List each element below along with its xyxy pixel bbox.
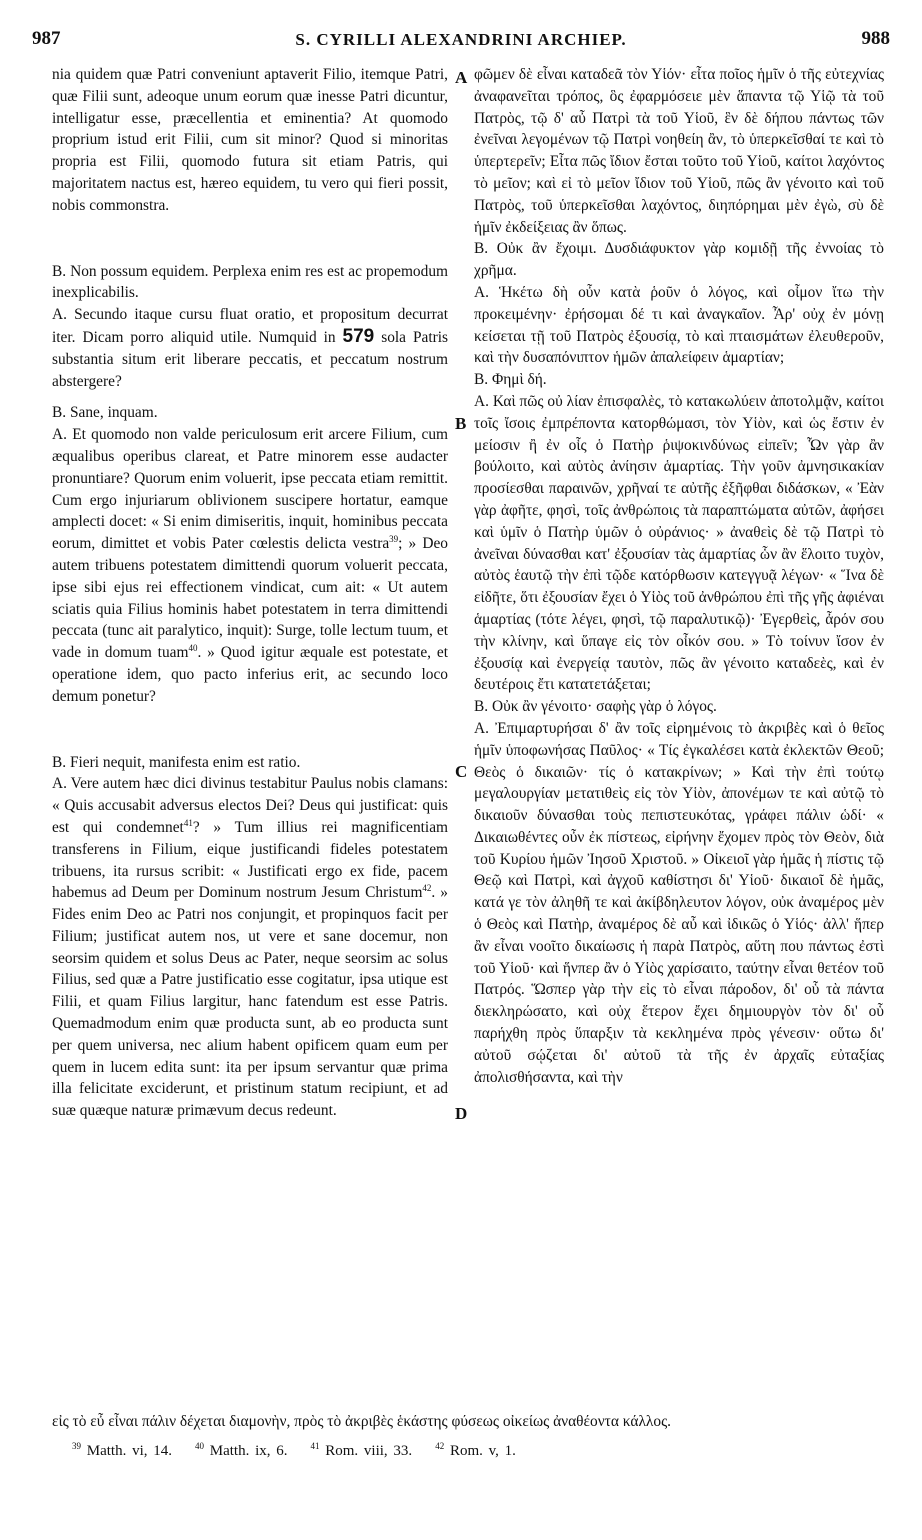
footnote-ref: 40 — [188, 643, 198, 653]
latin-paragraph: nia quidem quæ Patri conveniunt aptaverit Filio, itemque Patri, quæ Filii sunt, adeoque unum eorum quæ inesse Patri dicuntur, intelligatur esse, præcellentia et eminentia? At quomodo proprium istud erit Filii, cum sit minor? Quod si minoritas propria est Filii, quomodo futura sit etiam Patris, qui majoritatem nactus est, hæreo equidem, tu vero qui fieri possit, nobis commonstra. — [52, 66, 448, 214]
greek-paragraph: φῶμεν δὲ εἶναι καταδεᾶ τὸν Υἱόν· εἶτα ποῖος ἡμῖν ὁ τῆς εὐτεχνίας ἀναφανεῖται τρόπος, ὃς ἐφαρμόσειε μὲν ἅπαντα τῷ Υἱῷ τὰ τοῦ Πατρὸς, τῷ δ' αὖ Πατρὶ τὰ τοῦ Υἱοῦ, ἓν δὲ δήπου πάντως τῶν ἐνεῖναι λεγομένων τῷ Πατρὶ νοηθείη ἂν, τὸ ὑπερκεῖσθαί τε καὶ τὸ ὑπερτερεῖν; Εἶτα πῶς ἴδιον ἔσται τοῦτο τοῦ Υἱοῦ, καίτοι λαχόντος τὸ μεῖον; καὶ εἰ τὸ μεῖον ἴδιον τοῦ Υἱοῦ, πῶς ἂν γένοιτο καὶ τοῦ Πατρὸς, τοῦ ὑπερκεῖσθαι λαχόντος, διηπόρημαι μὲν ἐγὼ, σὺ δὲ ἡμῖν ἐκδείξειας ἂν ὅπως. — [474, 66, 884, 236]
margin-letter-a: A — [455, 68, 468, 87]
footnote-ref: 42 — [422, 883, 432, 894]
footnote-ref: 41 — [183, 817, 193, 828]
footnote-42: $^{42}$ Rom. v, 1. — [435, 1441, 516, 1459]
footnote-ref: 39 — [389, 534, 399, 545]
footnote-40: $^{40}$ Matth. ix, 6. — [195, 1441, 288, 1459]
greek-paragraph: Α. Ἡκέτω δὴ οὖν κατὰ ῥοῦν ὁ λόγος, καὶ οἶμον ἴτω τὴν προκειμένην· ἐρήσομαι δέ τι καὶ ἀναγκαῖον. Ἆρ' οὐχ ἐν μόνῃ κείσεται τῇ τοῦ Πατρὸς ἐξουσίᾳ, τὸ καὶ πταισμάτων ἐλευθεροῦν, καὶ τὴν δυσαπόνιπτον ἡμῶν ἀπαλείφειν ἁμαρτίαν; — [474, 283, 884, 367]
greek-paragraph: Β. Φημὶ δή. — [474, 371, 547, 389]
greek-tail-line: εἰς τὸ εὖ εἶναι πάλιν δέχεται διαμονὴν, πρὸς τὸ ἀκριβὲς ἑκάστης φύσεως οἰκείως ἀναθέοντα κάλλος. — [52, 1413, 672, 1430]
greek-paragraph: Β. Οὐκ ἂν γένοιτο· σαφὴς γὰρ ὁ λόγος. — [474, 698, 717, 716]
margin-letter-d: D — [455, 1104, 468, 1123]
latin-paragraph: B. Non possum equidem. Perplexa enim res est ac propemodum inexplicabilis. — [52, 262, 448, 302]
greek-column — [474, 64, 884, 1088]
greek-paragraph: Β. Οὐκ ἂν ἔχοιμι. Δυσδιάφυκτον γὰρ κομιδῇ τῆς ἐννοίας τὸ χρῆμα. — [474, 240, 884, 280]
latin-paragraph: A. Vere autem hæc dici divinus testabitur Paulus nobis clamans: « Quis accusabit adversus electos Dei? Deus qui justificat: quis est qui condemnet$^{41}$? » Tum illius rei magnificentiam transferens in Filium, eique justificandi fideles potestatem tribuens, ita rursus scribit: « Justificati ergo ex fide, pacem habemus ad Deum per Dominum nostrum Jesum Christum$^{42}$. » Fides enim Deo ac Patri nos conjungit, et propinquos facit per Filium; justificat autem nos, ut vere et sane docemur, non seorsim quidem et solus Deus ac Pater, neque seorsim ac solus Filius, sed quæ a Patre justificatio esse cogitatur, ipsa utique est Filii, et quam Filius largitur, hanc fatendum est esse Patris. Quemadmodum enim quæ producta sunt, ab eo producta sunt per quem universa, nec alium habent opificem quam eum per quem in lucem edita sunt: ita per ipsum servantur quæ prima illa felicitate exciderunt, et pristinum statum recipiunt, et ad suæ quæque naturæ primævum decus redeunt. — [52, 775, 449, 1120]
latin-paragraph: A. Secundo itaque cursu fluat oratio, et propositum decurrat iter. Dicam porro aliquid utile. Numquid in 579 sola Patris substantia situm erit liberare peccatis, et peccatum nostrum abstergere? — [52, 306, 448, 390]
footnote-39: $^{39}$ Matth. vi, 14. — [72, 1441, 172, 1459]
page-number-right: 988 — [861, 28, 890, 49]
page-number-left: 987 — [32, 28, 61, 49]
latin-paragraph: A. Et quomodo non valde periculosum erit arcere Filium, cum æqualibus operibus clareat, et Patre minorem esse audacter pronuntiare? Quorum enim voluerit, ipse peccata etiam remittit. Cum ergo injuriarum oblivionem suscipere hortatur, eamque amplecti docet: « Si enim dimiseritis, inquit, hominibus peccata eorum, dimittet et vobis Pater cœlestis delicta vestra$^{39}$; » Deo autem tribuens potestatem dimittendi quorum voluerit peccata, ipse sibi ejus rei effectionem vindicat, cum ait: « Ut autem sciatis quia Filius hominis habet potestatem in terra dimittendi peccata (tunc ait paralytico, inquit): Surge, tolle lectum tuum, et vade in domum tuam$^{40}$. » Quod igitur æquale est potestate, et operatione idem, quo pacto inferius erit, ac secundo loco demum ponetur? — [52, 426, 448, 705]
running-title: S. CYRILLI ALEXANDRINI ARCHIEP. — [295, 30, 627, 49]
margin-letter-b: B — [455, 414, 467, 433]
latin-paragraph: B. Sane, inquam. — [52, 404, 158, 422]
latin-column — [52, 64, 448, 1122]
greek-paragraph: Α. Ἐπιμαρτυρήσαι δ' ἂν τοῖς εἰρημένοις τὸ ἀκριβὲς καὶ ὁ θεῖος ἡμῖν ὑποφωνήσας Παῦλος· « Τίς ἐγκαλέσει κατὰ ἐκλεκτῶν Θεοῦ; Θεὸς ὁ δικαιῶν· τίς ὁ κατακρίνων; » Καὶ τὴν ἐπὶ τούτῳ μεγαλουργίαν μετατιθεὶς εἰς τὸν Υἱὸν, ἀπονέμων τε καὶ αὐτῷ τὸ δικαιοῦν δύνασθαι τοὺς πεπιστευκότας, γράφει πάλιν ὡδί· « Δικαιωθέντες οὖν ἐκ πίστεως, εἰρήνην ἔχομεν πρὸς τὸν Θεὸν, διὰ τοῦ Κυρίου ἡμῶν Ἰησοῦ Χριστοῦ. » Οἰκειοῖ γὰρ ἡμᾶς ἡ πίστις τῷ Θεῷ καὶ Πατρὶ, καὶ ἀγχοῦ καθίστησι δι' Υἱοῦ· δικαιοῖ δὲ ἡμᾶς, κατά γε τὸν ἀληθῆ τε καὶ ἀκίβδηλευτον λόγον, οὐκ ἀναμέρος μὲν ὁ Θεὸς καὶ Πατὴρ, ἀναμέρος δὲ αὖ καὶ ἰδικῶς ὁ Υἱός· ἀλλ' ἥπερ ἂν εἶναι νοοῖτο δικαίωσις ἡ παρὰ Πατρὸς, αὕτη που πάντως ἐστὶ τοῦ Υἱοῦ· καὶ ἥνπερ ἂν ὁ Υἱὸς χαρίσαιτο, ταύτην εἶναι θετέον τοῦ Πατρός. Ὥσπερ γὰρ τὴν εἰς τὸ εἶναι πάροδον, δι' οὗ τὰ πάντα διεκληρώσατο, καὶ οὐχ ἕτερον ἔχει δημιουργὸν τὸν δι' οὗ παρήχθη πρὸς ὕπαρξιν τὰ κεκλημένα πρὸς γένεσιν· οὕτω δι' αὐτοῦ σῴζεται δι' αὐτοῦ τὰ τῆς ἐν ἀρχαῖς εὐταξίας ἀπολισθήσαντα, καὶ τὴν — [474, 719, 884, 1086]
page-marker: 579 — [342, 325, 375, 347]
latin-paragraph: B. Fieri nequit, manifesta enim est ratio. — [52, 753, 301, 771]
greek-paragraph: Α. Καὶ πῶς οὐ λίαν ἐπισφαλὲς, τὸ κατακωλύειν ἀποτολμᾷν, καίτοι τοῖς ἴσοις ἐμπρέποντα κατορθώμασι, τὸν Υἱὸν, καὶ ὡς ἔστιν ἐν μείοσιν ἢ ἐν οἷς ὁ Πατὴρ ῥιψοκινδύνως εἰπεῖν; Ὧν γὰρ ἂν βούλοιτο, καὶ αὐτὸς ἀνίησιν ἁμαρτίας. Τὴν γοῦν ἀμνησικακίαν προσίεσθαι παραινῶν, χρῆναί τε αὐτῆς ἐξῆφθαι διδάσκων, « Ἐὰν γὰρ ἀφῆτε, φησὶ, τοῖς ἀνθρώποις τὰ παραπτώματα αὐτῶν, ἀφήσει καὶ ὑμῖν ὁ Πατὴρ ὑμῶν ὁ οὐράνιος· » ἀναθεὶς δὲ τῷ Πατρὶ τὸ ἀνεῖναι δύνασθαι κατ' ἐξουσίαν τὰς ἁμαρτίας ὧν ἂν ἕλοιτο τυχὸν, αὐτὸς ἑαυτῷ τὴν ἐπὶ τῷδε κατόρθωσιν κατεγγυᾷ λέγων· « Ἵνα δὲ εἰδῆτε, ὅτι ἐξουσίαν ἔχει ὁ Υἱὸς τοῦ ἀνθρώπου ἐπὶ τῆς γῆς ἀφιέναι ἁμαρτίας (τότε λέγει, φησὶ, τῷ παραλυτικῷ)· Ἐγερθεὶς, ἆρόν σου τὴν κλίνην, καὶ ὕπαγε εἰς τὸν οἶκόν σου. » Τὸ τοίνυν ἴσον ἐν ἐξουσίᾳ καὶ ἐνεργείᾳ ταυτὸν, πῶς ἂν γένοιτο καταδεὲς, καὶ ἐν δευτέροις ἔτι κατατετάξεται; — [474, 392, 884, 694]
margin-letter-c: C — [455, 762, 468, 781]
footnotes — [72, 1440, 892, 1462]
running-header — [30, 28, 892, 54]
footnote-41: $^{41}$ Rom. viii, 33. — [310, 1441, 413, 1459]
